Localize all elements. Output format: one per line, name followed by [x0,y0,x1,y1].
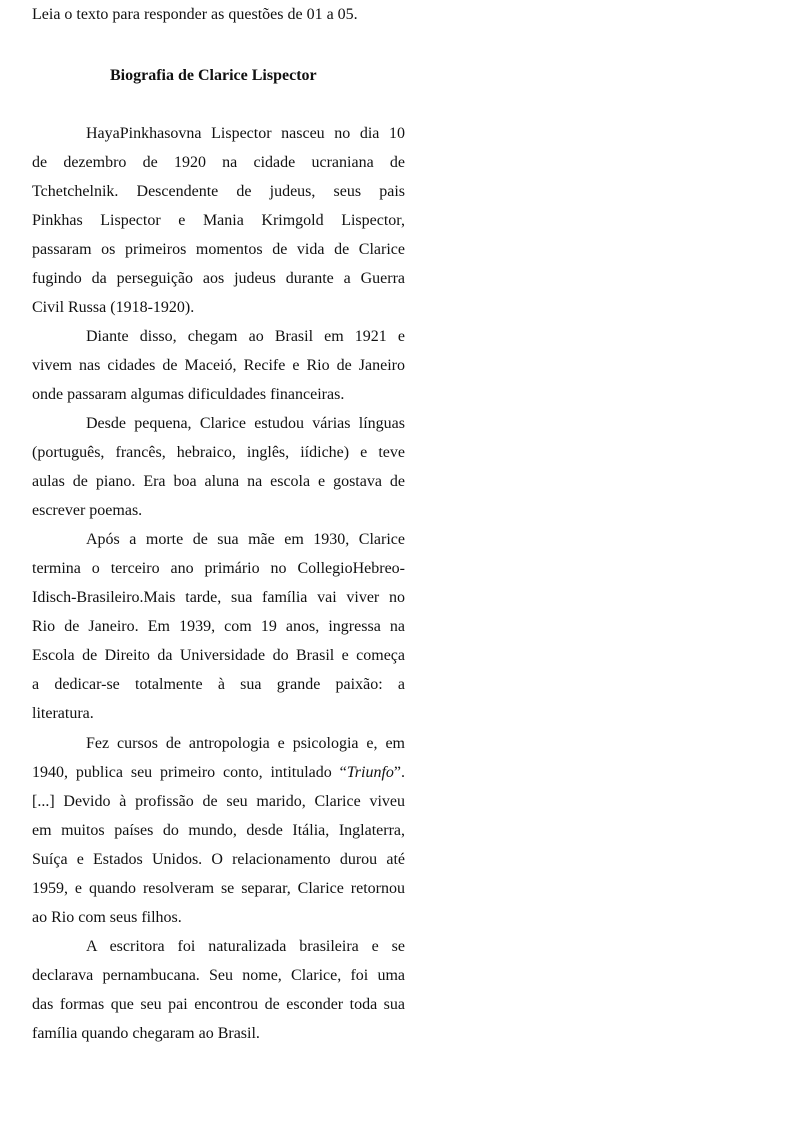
text-line [32,758,405,787]
text-line: fugindo da perseguição aos judeus durante a Guerra [32,270,405,287]
text-line: A escritora foi naturalizada brasileira e se [86,938,405,955]
text-line: Desde pequena, Clarice estudou várias línguas [86,415,405,432]
intro-instruction: Leia o texto para responder as questões de 01 a 05. [32,6,358,23]
paragraph-4 [32,525,405,728]
text-line: aulas de piano. Era boa aluna na escola e gostava de [32,473,405,490]
text-line: declarava pernambucana. Seu nome, Clarice, foi uma [32,967,405,984]
text-line: das formas que seu pai encontrou de esconder toda sua [32,996,405,1013]
text-line: Pinkhas Lispector e Mania Krimgold Lispector, [32,212,405,229]
text-line: [...] Devido à profissão de seu marido, Clarice viveu [32,793,405,810]
text-line: Tchetchelnik. Descendente de judeus, seus pais [32,183,405,200]
text-line: Fez cursos de antropologia e psicologia e, em [86,735,405,752]
text-line: Diante disso, chegam ao Brasil em 1921 e [86,328,405,345]
text-line: Rio de Janeiro. Em 1939, com 19 anos, ingressa na [32,618,405,635]
text-line: (português, francês, hebraico, inglês, iídiche) e teve [32,444,405,461]
text-line: Após a morte de sua mãe em 1930, Clarice [86,531,405,548]
text-line: HayaPinkhasovna Lispector nasceu no dia 10 [86,125,405,142]
text-line: Escola de Direito da Universidade do Brasil e começa [32,647,405,664]
text-line: de dezembro de 1920 na cidade ucraniana de [32,154,405,171]
text-line: a dedicar-se totalmente à sua grande paixão: a [32,676,405,693]
text-line: ao Rio com seus filhos. [32,909,182,926]
text-line: termina o terceiro ano primário no CollegioHebreo- [32,560,405,577]
paragraph-2 [32,322,405,409]
story-title: Triunfo [346,764,394,781]
text-line: 1959, e quando resolveram se separar, Clarice retornou [32,880,405,897]
text-span: 1940, publica seu primeiro conto, intitulado “ [32,764,347,781]
text-line: Idisch-Brasileiro.Mais tarde, sua família vai viver no [32,589,405,606]
text-line: escrever poemas. [32,502,143,519]
text-line: Suíça e Estados Unidos. O relacionamento durou até [32,851,405,868]
paragraph-3 [32,409,405,525]
paragraph-6 [32,932,405,1048]
text-line: Civil Russa (1918-1920). [32,299,195,316]
text-line: em muitos países do mundo, desde Itália, Inglaterra, [32,822,405,839]
biography-text [32,119,405,1048]
text-line: literatura. [32,705,94,722]
text-span: ”. [393,764,405,781]
document-title: Biografia de Clarice Lispector [110,67,317,84]
text-line: onde passaram algumas dificuldades financeiras. [32,386,345,403]
text-line: vivem nas cidades de Maceió, Recife e Rio de Janeiro [32,357,405,374]
paragraph-1 [32,119,405,322]
text-line: passaram os primeiros momentos de vida de Clarice [32,241,405,258]
text-line: família quando chegaram ao Brasil. [32,1025,260,1042]
paragraph-5 [32,729,405,932]
